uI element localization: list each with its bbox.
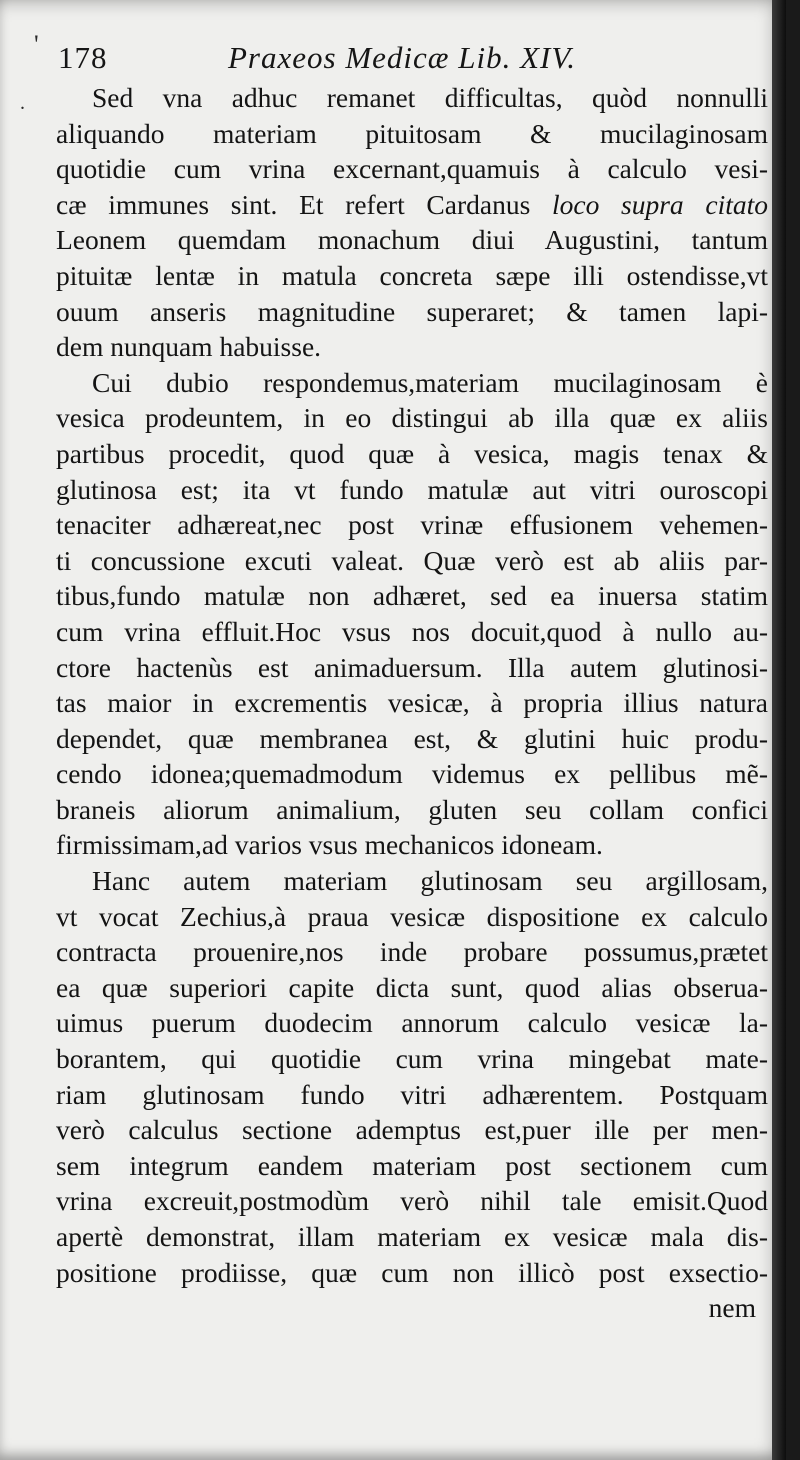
text-line: positione prodiisse, quæ cum non illicò post exsectio- <box>56 1256 768 1288</box>
margin-dot-mark: . <box>20 92 25 114</box>
paragraph-1 <box>56 80 768 365</box>
text-line: tenaciter adhæreat,nec post vrinæ effusionem vehemen- <box>56 509 768 541</box>
text-line: ouum anseris magnitudine superaret; & tamen lapi- <box>56 295 768 327</box>
text-line: vrina excreuit,postmodùm verò nihil tale emisit.Quod <box>56 1185 768 1217</box>
text-line: uimus puerum duodecim annorum calculo vesicæ la- <box>56 1007 768 1039</box>
running-title: Praxeos Medicæ Lib. XIV. <box>228 40 577 75</box>
text-line: Cui dubio respondemus,materiam mucilaginosam è <box>92 366 768 398</box>
text-line: Hanc autem materiam glutinosam seu argillosam, <box>92 865 768 897</box>
text-line: partibus procedit, quod quæ à vesica, magis tenax & <box>56 437 768 469</box>
text-line: apertè demonstrat, illam materiam ex vesicæ mala dis- <box>56 1221 768 1252</box>
paragraph-3 <box>56 863 768 1290</box>
text-line: riam glutinosam fundo vitri adhærentem. Postquam <box>56 1078 768 1110</box>
text-line: verò calculus sectione ademptus est,puer ille per men- <box>56 1114 768 1146</box>
text-line: Leonem quemdam monachum diui Augustini, tantum <box>56 224 768 256</box>
text-line: vt vocat Zechius,à praua vesicæ dispositione ex calculo <box>56 900 768 932</box>
text-line: ea quæ superiori capite dicta sunt, quod alias obserua- <box>56 971 768 1003</box>
text-line: ti concussione excuti valeat. Quæ verò est ab aliis par- <box>56 544 768 576</box>
paragraph-2 <box>56 365 768 863</box>
body-text <box>56 80 768 1326</box>
text-line: contracta prouenire,nos inde probare possumus,prætet <box>56 936 768 968</box>
page-edge-shadow <box>772 0 786 1460</box>
text-line: dem nunquam habuisse. <box>56 331 322 363</box>
running-header <box>58 40 716 80</box>
text-line: quotidie cum vrina excernant,quamuis à calculo vesi- <box>56 153 768 185</box>
italic-citation: loco supra citato <box>551 188 768 220</box>
text-line: cum vrina effluit.Hoc vsus nos docuit,quod à nullo au- <box>56 615 768 647</box>
text-line: tibus,fundo matulæ non adhæret, sed ea inuersa statim <box>56 580 768 612</box>
text-line: aliquando materiam pituitosam & mucilaginosam <box>56 117 768 149</box>
text-line: braneis aliorum animalium, gluten seu collam confici <box>56 793 768 825</box>
text-line: sem integrum eandem materiam post sectionem cum <box>56 1149 768 1181</box>
text-line: borantem, qui quotidie cum vrina mingebat mate- <box>56 1043 768 1075</box>
text-line: ctore hactenùs est animaduersum. Illa autem glutinosi- <box>56 651 768 683</box>
page-number: 178 <box>58 40 108 75</box>
text-line: cæ immunes sint. Et refert Cardanus loco supra citato <box>56 188 768 220</box>
text-line: pituitæ lentæ in matula concreta sæpe illi ostendisse,vt <box>56 259 768 291</box>
catchword: nem <box>708 1292 756 1324</box>
text-line: vesica prodeuntem, in eo distingui ab illa quæ ex aliis <box>56 402 768 434</box>
text-line: tas maior in excrementis vesicæ, à propria illius natura <box>56 687 768 719</box>
text-line: firmissimam,ad varios vsus mechanicos idoneam. <box>56 829 603 861</box>
margin-tick-mark: ' <box>34 30 39 59</box>
text-line: cendo idonea;quemadmodum videmus ex pellibus mẽ- <box>56 758 768 790</box>
text-line: glutinosa est; ita vt fundo matulæ aut vitri ouroscopi <box>56 473 768 505</box>
text-line: dependet, quæ membranea est, & glutini huic produ- <box>56 722 768 754</box>
text-line: Sed vna adhuc remanet difficultas, quòd nonnulli <box>92 82 768 113</box>
